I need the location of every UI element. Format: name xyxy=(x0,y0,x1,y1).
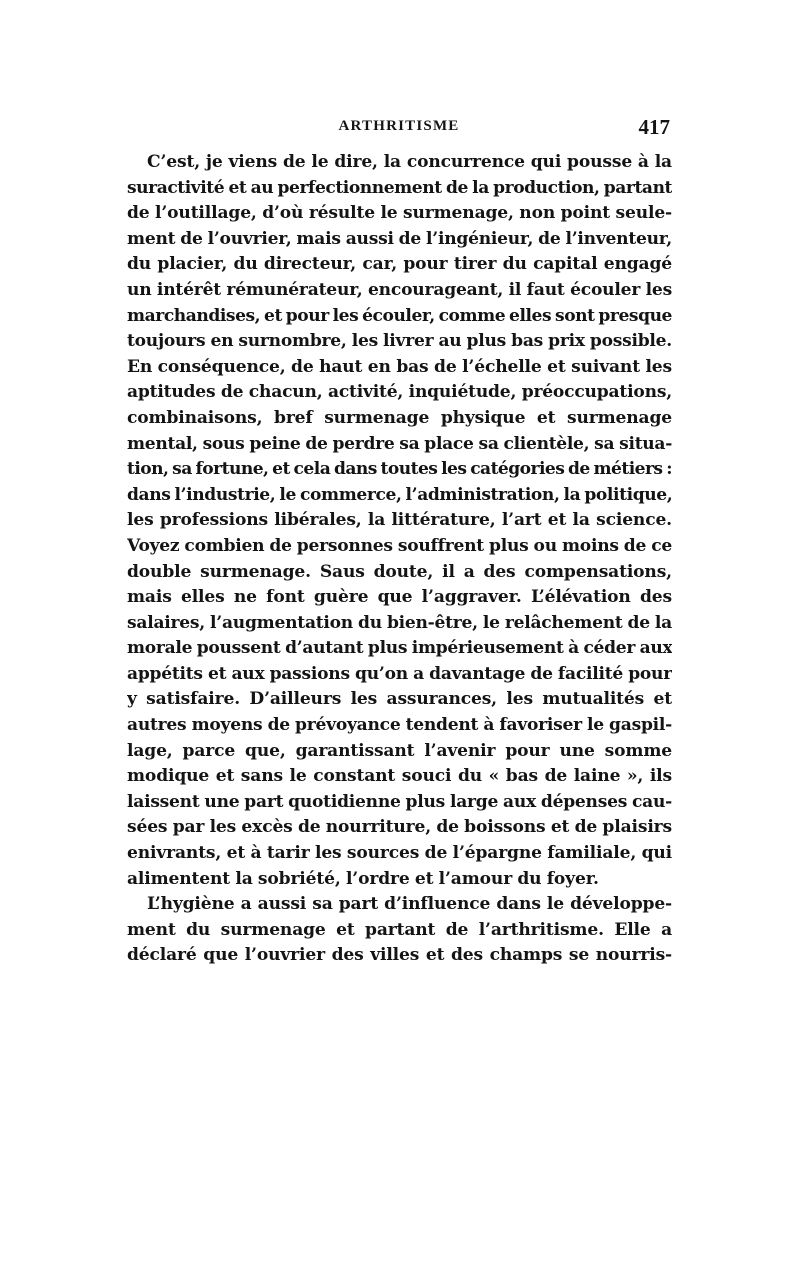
text-line: sées par les excès de nourriture, de boissons et de plaisirs xyxy=(127,817,672,838)
text-line: mental, sous peine de perdre sa place sa clientèle, sa situa- xyxy=(127,433,672,454)
running-head xyxy=(128,115,670,139)
text-line: lage, parce que, garantissant l’avenir pour une somme xyxy=(127,740,672,761)
text-line: combinaisons, bref surmenage physique et surmenage xyxy=(127,407,672,428)
text-line: enivrants, et à tarir les sources de l’épargne familiale, qui xyxy=(127,843,672,864)
text-line: autres moyens de prévoyance tendent à favoriser le gaspil- xyxy=(127,715,672,736)
text-line: déclaré que l’ouvrier des villes et des champs se nourris- xyxy=(127,945,672,966)
page-number: 417 xyxy=(638,115,670,139)
text-line: tion, sa fortune, et cela dans toutes les catégories de métiers : xyxy=(127,459,672,480)
text-line: double surmenage. Saus doute, il a des compensations, xyxy=(127,561,672,582)
text-line: marchandises, et pour les écouler, comme elles sont presque xyxy=(127,305,672,326)
text-line: salaires, l’augmentation du bien-être, le relâchement de la xyxy=(127,612,672,633)
text-line: C’est, je viens de le dire, la concurrence qui pousse à la xyxy=(147,152,672,172)
text-line: un intérêt rémunérateur, encourageant, il faut écouler les xyxy=(127,279,672,300)
text-line: y satisfaire. D’ailleurs les assurances, les mutualités et xyxy=(127,689,672,710)
running-title: ARTHRITISME xyxy=(338,118,460,134)
text-line: appétits et aux passions qu’on a davantage de facilité pour xyxy=(127,663,672,684)
text-line: En conséquence, de haut en bas de l’échelle et suivant les xyxy=(127,356,672,377)
text-line: aptitudes de chacun, activité, inquiétude, préoccupations, xyxy=(127,382,672,403)
text-line: L’hygiène a aussi sa part d’influence dans le développe- xyxy=(147,894,672,915)
text-line: de l’outillage, d’où résulte le surmenage, non point seule- xyxy=(127,203,672,224)
text-line: dans l’industrie, le commerce, l’administration, la politique, xyxy=(127,484,672,505)
text-line: du placier, du directeur, car, pour tirer du capital engagé xyxy=(127,254,672,275)
text-line: mais elles ne font guère que l’aggraver. L’élévation des xyxy=(127,587,672,608)
text-line: ment du surmenage et partant de l’arthritisme. Elle a xyxy=(127,919,672,940)
text-line: les professions libérales, la littérature, l’art et la science. xyxy=(127,510,672,531)
text-line: toujours en surnombre, les livrer au plus bas prix possible. xyxy=(127,331,672,352)
text-line: ment de l’ouvrier, mais aussi de l’ingénieur, de l’inventeur, xyxy=(127,228,672,249)
text-line: alimentent la sobriété, l’ordre et l’amour du foyer. xyxy=(127,868,599,889)
body-text xyxy=(127,150,672,969)
text-line: suractivité et au perfectionnement de la production, partant xyxy=(127,177,672,198)
text-line: Voyez combien de personnes souffrent plus ou moins de ce xyxy=(127,535,672,556)
text-line: modique et sans le constant souci du « bas de laine », ils xyxy=(127,766,672,787)
text-line: laissent une part quotidienne plus large aux dépenses cau- xyxy=(127,791,672,812)
text-line: morale poussent d’autant plus impérieusement à céder aux xyxy=(127,638,672,659)
